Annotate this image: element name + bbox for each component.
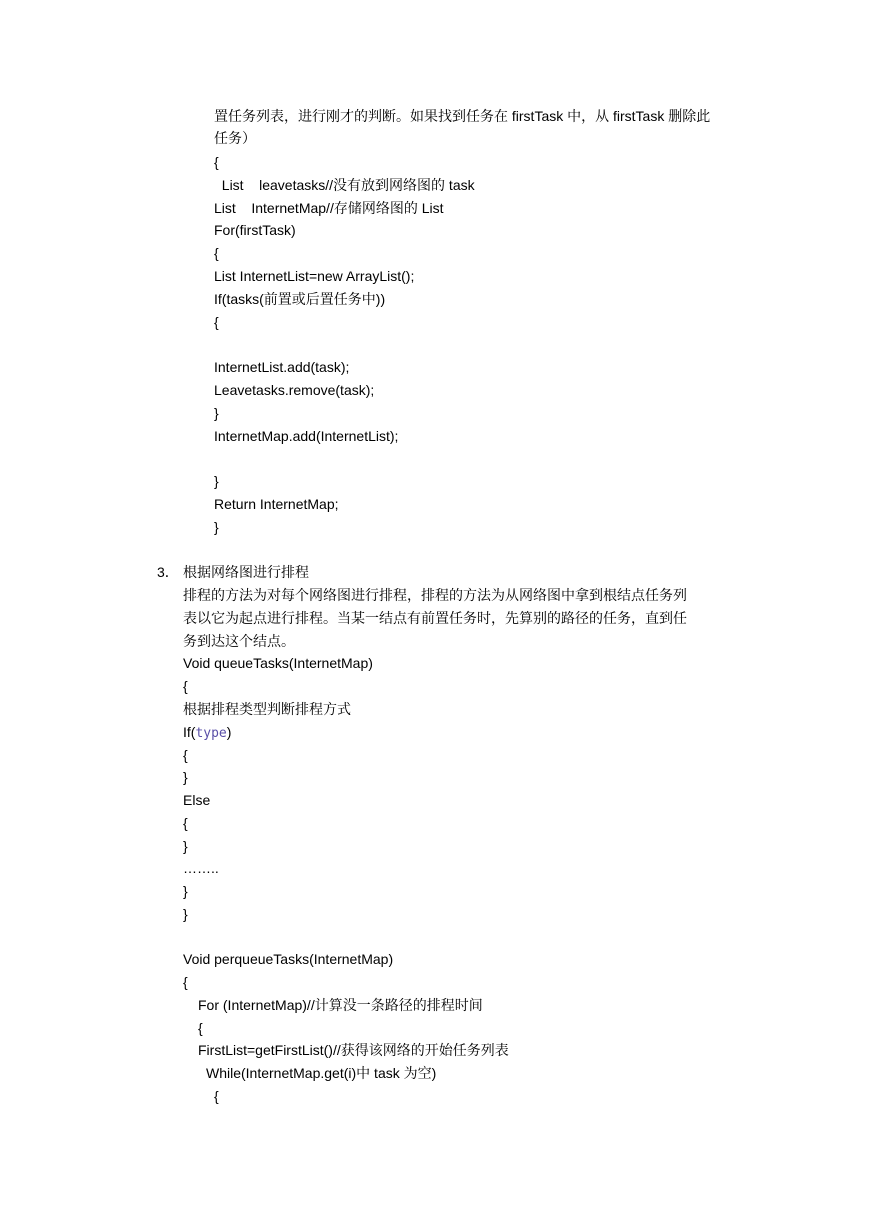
- code-line: {: [214, 245, 219, 261]
- code-line: Leavetasks.remove(task);: [214, 382, 375, 398]
- code-line: }: [183, 906, 188, 922]
- code-line: For (InternetMap)//计算没一条路径的排程时间: [198, 997, 483, 1013]
- code-line: For(firstTask): [214, 222, 296, 238]
- code-line-if: [183, 722, 231, 742]
- code-line: 根据排程类型判断排程方式: [183, 701, 351, 717]
- code-line: Else: [183, 792, 211, 808]
- code-line: {: [214, 314, 219, 330]
- text-line: 任务）: [214, 130, 256, 146]
- code-line: }: [214, 519, 219, 535]
- keyword-type: type: [195, 726, 227, 741]
- code-line: Void perqueueTasks(InternetMap): [183, 951, 394, 967]
- code-line: List leavetasks//没有放到网络图的 task: [214, 177, 475, 193]
- code-line: {: [183, 815, 188, 831]
- code-line: InternetMap.add(InternetList);: [214, 428, 399, 444]
- code-line: InternetList.add(task);: [214, 359, 350, 375]
- section-heading: 根据网络图进行排程: [183, 564, 309, 580]
- code-line: ……..: [183, 860, 219, 876]
- code-line: {: [183, 747, 188, 763]
- code-line: }: [183, 769, 188, 785]
- section-number: 3．: [157, 564, 179, 580]
- paragraph-line: 排程的方法为对每个网络图进行排程，排程的方法为从网络图中拿到根结点任务列: [183, 587, 687, 603]
- code-line: }: [183, 838, 188, 854]
- code-line: If(tasks(前置或后置任务中)): [214, 291, 386, 307]
- code-line: }: [214, 473, 219, 489]
- code-line: While(InternetMap.get(i)中 task 为空): [206, 1065, 437, 1081]
- if-prefix: If(: [183, 724, 196, 740]
- code-line: List InternetList=new ArrayList();: [214, 268, 415, 284]
- code-line: {: [214, 1088, 219, 1104]
- text-line: 置任务列表，进行刚才的判断。如果找到任务在 firstTask 中，从 firstTask 删除此: [214, 108, 711, 124]
- code-line: Return InternetMap;: [214, 496, 339, 512]
- paragraph-line: 表以它为起点进行排程。当某一结点有前置任务时，先算别的路径的任务，直到任: [183, 610, 687, 626]
- code-line: }: [214, 405, 219, 421]
- if-suffix: ): [226, 724, 232, 740]
- paragraph-line: 务到达这个结点。: [183, 633, 295, 649]
- code-line: {: [214, 154, 219, 170]
- code-line: List InternetMap//存储网络图的 List: [214, 200, 444, 216]
- code-line: Void queueTasks(InternetMap): [183, 655, 373, 671]
- code-line: }: [183, 883, 188, 899]
- code-line: {: [183, 678, 188, 694]
- code-line: {: [198, 1020, 203, 1036]
- code-line: FirstList=getFirstList()//获得该网络的开始任务列表: [198, 1042, 509, 1058]
- code-line: {: [183, 974, 188, 990]
